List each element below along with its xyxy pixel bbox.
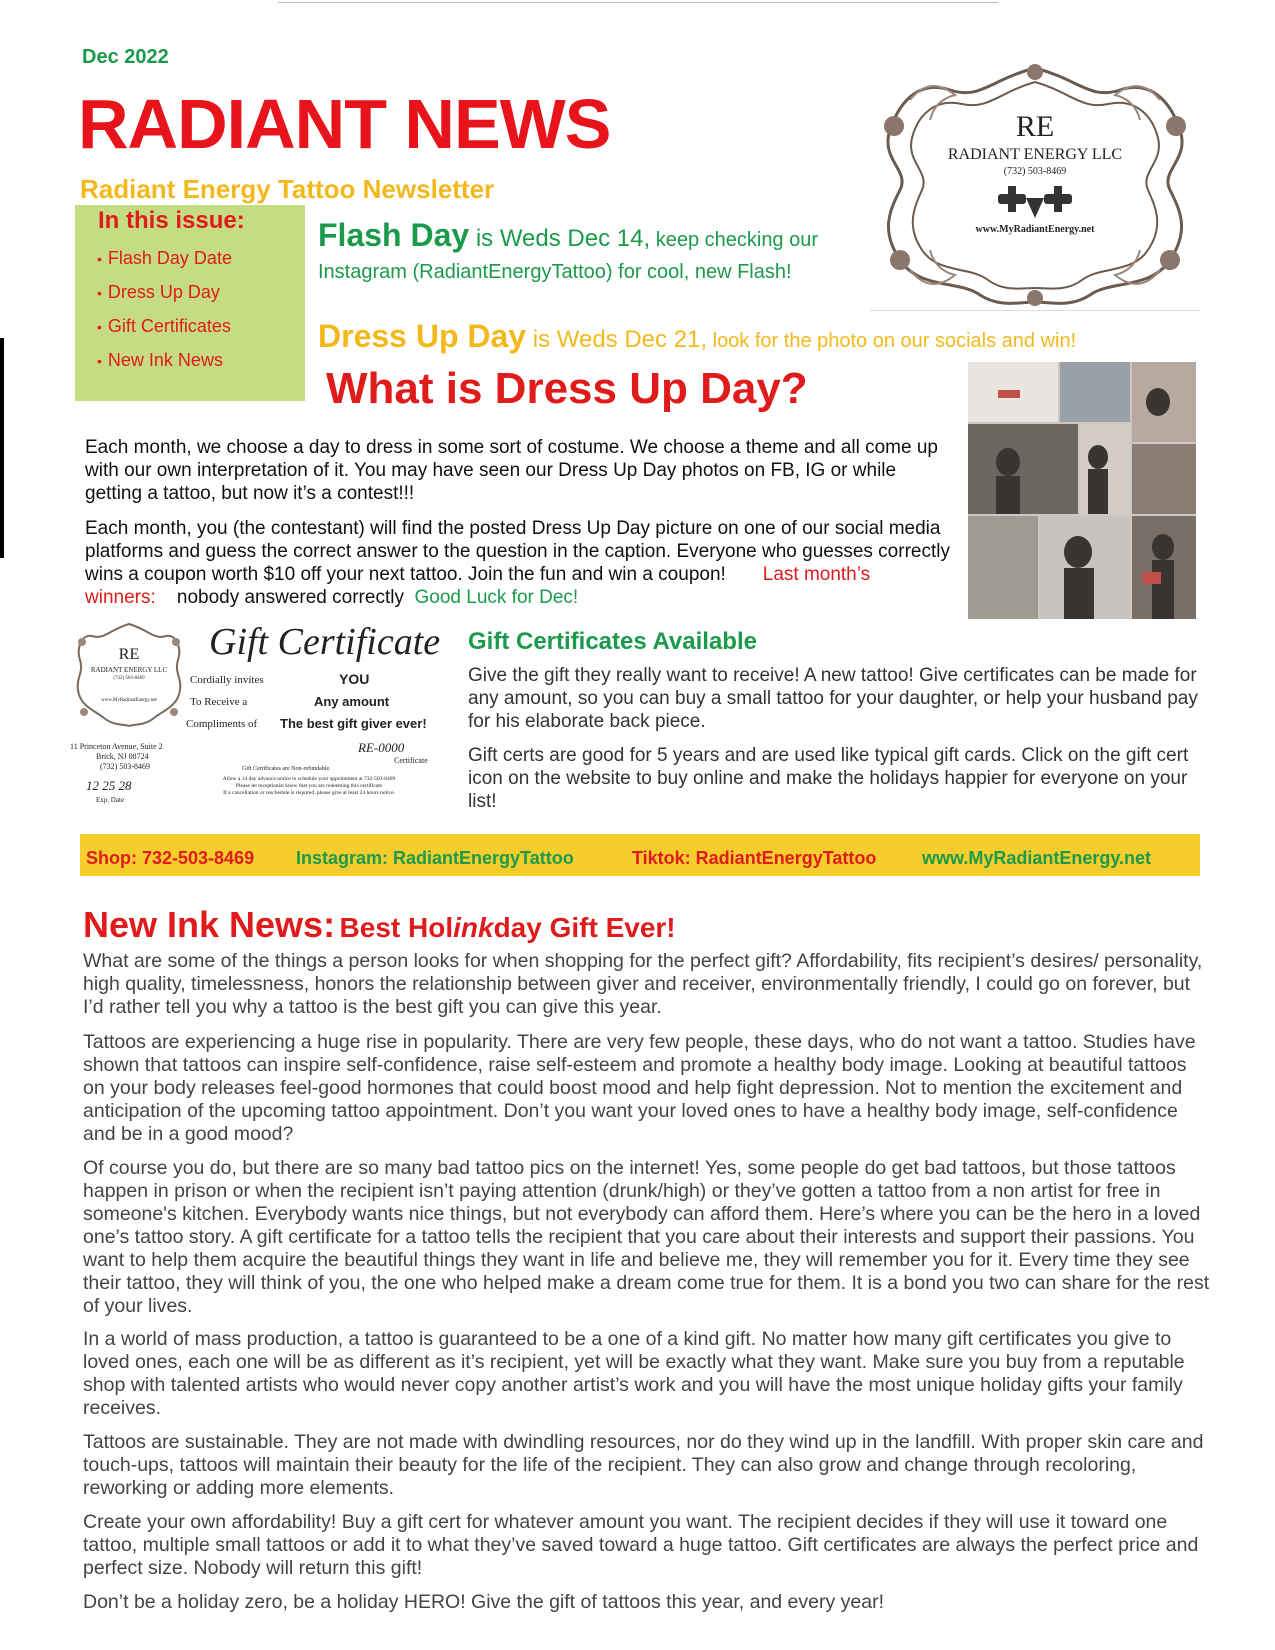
issue-item-gift-certificates: • Gift Certificates (97, 316, 232, 350)
certificate-title: Gift Certificate (209, 621, 441, 663)
logo-monogram: RE (1015, 110, 1055, 143)
certificate-number: RE-0000 (358, 740, 405, 755)
news-paragraph-6: Create your own affordability! Buy a gift cert for whatever amount you want. The recipient decides if they will use it toward one tattoo, multiple small tattoos or add it to what they’ve saved toward a huge tattoo. Gift certificates are always the perfect price and perfect size. Nobody will return this gift! (83, 1511, 1199, 1579)
in-this-issue-title: In this issue: (98, 207, 245, 234)
issue-item-dress-up-day: • Dress Up Day (97, 282, 232, 316)
new-ink-news-heading (83, 904, 676, 946)
certificate-exp-label: Exp. Date (96, 796, 124, 804)
certificate-amount: Any amount (314, 694, 390, 709)
flash-day-date: is Weds Dec 14, (469, 225, 651, 252)
gift-certificates-paragraph-1: Give the gift they really want to receive! A new tattoo! Give certificates can be made for any amount, so you can buy a small tattoo for your daughter, or help your husband pay for his elaborate back piece. (468, 665, 1198, 732)
contact-instagram: Instagram: RadiantEnergyTattoo (296, 848, 574, 868)
subtitle-part-1: Best Hol (339, 912, 454, 943)
dress-up-day-label: Dress Up Day (318, 318, 527, 354)
contest-explanation: Each month, you (the contestant) will find the posted Dress Up Day picture on one of our social media platforms and guess the correct answer to the question in the caption. Everyone who guesses correctly wins a coupon worth $10 off your next tattoo. Join the fun and win a coupon! (85, 518, 950, 585)
certificate-number-label: Certificate (394, 756, 428, 765)
contact-website: www.MyRadiantEnergy.net (922, 848, 1152, 868)
top-rule (278, 2, 998, 3)
flash-day-details: keep checking our Instagram (RadiantEnergyTattoo) for cool, new Flash! (318, 229, 819, 283)
dress-up-day-heading: What is Dress Up Day? (326, 364, 808, 413)
winners-value: nobody answered correctly (176, 587, 404, 608)
certificate-fine-print-1: Allow a 14 day advance notice to schedule your appointment at 732-503-8469 (222, 776, 396, 782)
dress-up-day-blurb (318, 318, 1118, 355)
gift-certificates-heading: Gift Certificates Available (468, 628, 757, 655)
certificate-company-name: RADIANT ENERGY LLC (90, 666, 168, 674)
dress-up-photo-collage (968, 362, 1196, 619)
certificate-exp-date: 12 25 28 (86, 778, 132, 793)
good-luck-text: Good Luck for Dec! (414, 587, 579, 608)
radiant-energy-logo (870, 60, 1200, 310)
tattoo-machine-icon (990, 184, 1080, 220)
flash-day-label: Flash Day (318, 217, 470, 253)
news-paragraph-3: Of course you do, but there are so many bad tattoo pics on the internet! Yes, some people do get bad tattoos, but those tattoos happen in prison or when the recipient isn’t paying attention (drunk/high) or they’ve gotten a tattoo from a non artist for free in someone's kitchen. Everybody wants nice things, but not everybody can afford them. Here’s where you can be the hero in a loved one’s tattoo story. A gift certificate for a tattoo tells the recipient that you care about their interests and support their passions. You want to help them acquire the beautiful things they want in life and believe me, they will remember you for it. Every time they see their tattoo, they will think of you, the one who helped make a dream come true for them. It is a bond you two can share for the rest of your lives. (83, 1157, 1210, 1317)
gift-certificates-paragraph-2: Gift certs are good for 5 years and are used like typical gift cards. Click on the gift cert icon on the website to buy online and make the holidays happier for everyone on your list! (468, 745, 1189, 812)
gift-certificate-image (70, 620, 444, 810)
certificate-fine-print-3: If a cancellation or reschedule is required, please give at least 24 hours notice. (223, 790, 395, 796)
certificate-giver: The best gift giver ever! (280, 716, 427, 731)
issue-item-flash-day: • Flash Day Date (97, 248, 232, 282)
logo-underline (870, 310, 1200, 311)
new-ink-news-title: New Ink News: (83, 904, 336, 945)
winners-label: Last month’s winners: (85, 564, 871, 608)
certificate-logo-icon (74, 620, 184, 730)
in-this-issue-list (97, 248, 232, 384)
dress-up-day-date: is Weds Dec 21, (526, 326, 708, 353)
certificate-logo-url: www.MyRadiantEnergy.net (101, 698, 157, 703)
certificate-to-receive: To Receive a (190, 696, 248, 708)
certificate-monogram: RE (118, 646, 140, 663)
certificate-phone: (732) 503-8469 (100, 762, 150, 771)
news-paragraph-4: In a world of mass production, a tattoo is guaranteed to be a one of a kind gift. No matter how many gift certificates you give to loved ones, each one will be as different as it’s recipient, yet will be exactly what they want. Make sure you buy from a reputable shop with talented artists who would never copy another artist’s work and you will have the most unique holiday gifts your family receives. (83, 1328, 1185, 1419)
dress-up-day-details: look for the photo on our socials and win! (707, 330, 1077, 352)
contact-tiktok: Tiktok: RadiantEnergyTattoo (632, 848, 877, 868)
subtitle-part-2: day Gift Ever! (493, 912, 676, 943)
certificate-invitee: YOU (339, 671, 370, 687)
certificate-nonrefundable: Gift Certificates are Non-refundable. (242, 766, 331, 772)
logo-url: www.MyRadiantEnergy.net (975, 224, 1095, 235)
subtitle-part-ink: ink (453, 912, 494, 943)
logo-company-name: RADIANT ENERGY LLC (947, 146, 1123, 163)
news-paragraph-7: Don’t be a holiday zero, be a holiday HERO! Give the gift of tattoos this year, and every year! (83, 1591, 885, 1613)
certificate-fine-print-2: Please let receptionist know that you are redeeming this certificate (235, 783, 383, 789)
news-paragraph-1: What are some of the things a person looks for when shopping for the perfect gift? Affordability, fits recipient’s desires/ personality, high quality, timelessness, honors the relationship between giver and receiver, environmentally friendly, I could go on forever, but I’d rather tell you why a tattoo is the best gift you can give this year. (83, 950, 1203, 1018)
flash-day-blurb (318, 217, 858, 289)
news-paragraph-2: Tattoos are experiencing a huge rise in popularity. There are very few people, these days, who do not want a tattoo. Studies have shown that tattoos can inspire self-confidence, raise self-esteem and promote a healthy body image. Looking at beautiful tattoos on your body releases feel-good hormones that could boost mood and help fight depression. Not to mention the excitement and anticipation of the upcoming tattoo appointment. Don’t you want your loved ones to have a healthy body image, self-confidence and be in a good mood? (83, 1031, 1196, 1145)
collage-image (968, 362, 1196, 619)
new-ink-news-subtitle (340, 912, 676, 943)
contact-shop-phone: Shop: 732-503-8469 (86, 848, 255, 868)
certificate-address-2: Brick, NJ 08724 (96, 752, 149, 761)
issue-date: Dec 2022 (82, 46, 169, 68)
newsletter-title: RADIANT NEWS (78, 85, 611, 163)
certificate-compliments: Compliments of (186, 718, 258, 730)
dress-up-day-paragraph-1: Each month, we choose a day to dress in some sort of costume. We choose a theme and all come up with our own interpretation of it. You may have seen our Dress Up Day photos on FB, IG or while getting a tattoo, but now it’s a contest!!! (85, 437, 938, 504)
left-margin-bar (0, 338, 4, 558)
news-paragraph-5: Tattoos are sustainable. They are not made with dwindling resources, nor do they wind up in the landfill. With proper skin care and touch-ups, tattoos will maintain their beauty for the life of the recipient. They can also grow and change through recoloring, reworking or adding more elements. (83, 1431, 1204, 1499)
newsletter-subtitle: Radiant Energy Tattoo Newsletter (80, 174, 495, 204)
issue-item-new-ink-news: • New Ink News (97, 350, 232, 384)
certificate-fine-print (174, 776, 444, 797)
certificate-logo-phone: (732) 503-8469 (113, 676, 145, 681)
logo-phone: (732) 503-8469 (1003, 166, 1067, 177)
dress-up-day-paragraph-2 (85, 517, 955, 609)
certificate-invites: Cordially invites (190, 674, 264, 686)
certificate-address-1: 11 Princeton Avenue, Suite 2 (70, 742, 163, 751)
